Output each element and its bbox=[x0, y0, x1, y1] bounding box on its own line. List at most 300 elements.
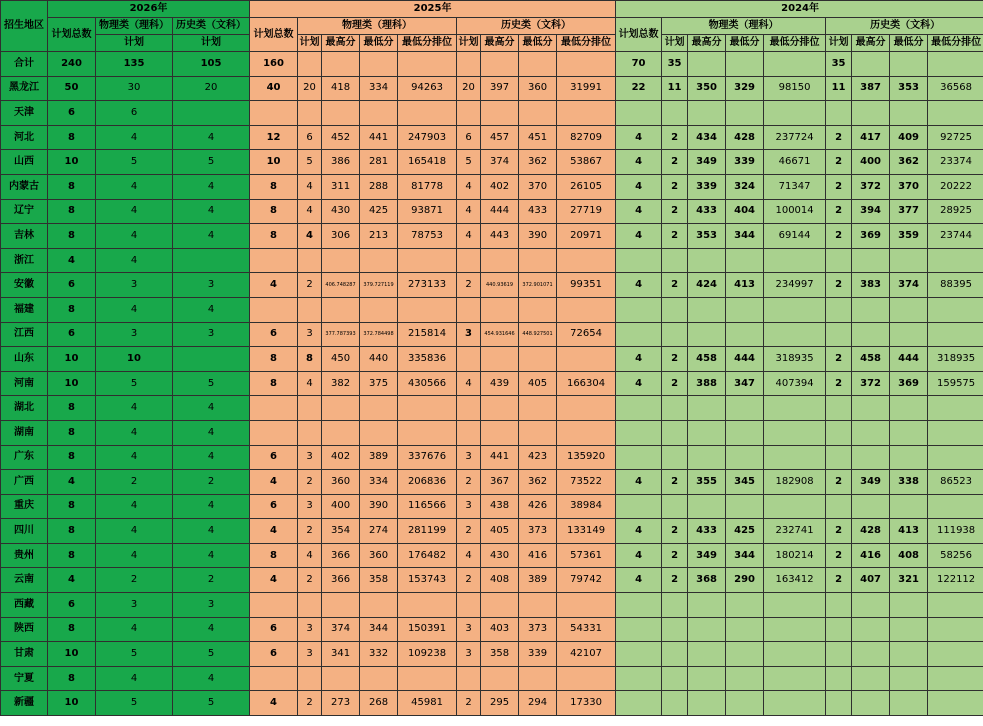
cell-2026-physics-plan: 4 bbox=[96, 396, 173, 421]
cell-2025-physics-rank bbox=[398, 593, 457, 618]
cell-2025-history-max: 367 bbox=[481, 470, 519, 495]
cell-2024-history-min bbox=[890, 101, 928, 126]
cell-2024-physics-plan: 35 bbox=[662, 52, 688, 77]
cell-2025-history-max: 444 bbox=[481, 199, 519, 224]
header-region: 招生地区 bbox=[1, 1, 48, 52]
cell-2024-physics-max bbox=[688, 691, 726, 716]
cell-2024-history-rank bbox=[928, 297, 983, 322]
cell-2026-plan-total: 8 bbox=[48, 494, 96, 519]
cell-2026-history-plan: 4 bbox=[173, 445, 250, 470]
cell-2026-physics-plan: 4 bbox=[96, 224, 173, 249]
cell-2024-physics-max bbox=[688, 297, 726, 322]
cell-2024-history-plan: 2 bbox=[826, 273, 852, 298]
cell-2024-history-min: 353 bbox=[890, 76, 928, 101]
cell-2026-plan-total: 8 bbox=[48, 199, 96, 224]
cell-2025-history-rank: 42107 bbox=[557, 642, 616, 667]
header-2026-history: 历史类（文科） bbox=[173, 18, 250, 35]
cell-2026-history-plan: 4 bbox=[173, 519, 250, 544]
cell-2024-physics-min bbox=[726, 322, 764, 347]
cell-2025-history-max bbox=[481, 396, 519, 421]
cell-2024-history-plan bbox=[826, 396, 852, 421]
header-row-fields bbox=[1, 35, 983, 52]
cell-2025-physics-rank: 281199 bbox=[398, 519, 457, 544]
cell-2024-plan-total: 4 bbox=[616, 125, 662, 150]
cell-2024-history-plan bbox=[826, 101, 852, 126]
table-row bbox=[1, 101, 983, 126]
cell-2024-history-min bbox=[890, 248, 928, 273]
cell-2024-history-max: 372 bbox=[852, 174, 890, 199]
cell-2024-physics-plan bbox=[662, 248, 688, 273]
cell-2024-history-plan bbox=[826, 494, 852, 519]
cell-2024-history-rank: 111938 bbox=[928, 519, 983, 544]
cell-2024-history-rank: 318935 bbox=[928, 347, 983, 372]
cell-region: 河北 bbox=[1, 125, 48, 150]
cell-2025-history-plan bbox=[457, 420, 481, 445]
cell-2026-history-plan: 5 bbox=[173, 371, 250, 396]
cell-2025-history-max bbox=[481, 297, 519, 322]
cell-2026-plan-total: 10 bbox=[48, 691, 96, 716]
cell-2024-plan-total: 4 bbox=[616, 519, 662, 544]
cell-2025-history-min: 416 bbox=[519, 543, 557, 568]
cell-2026-plan-total: 10 bbox=[48, 347, 96, 372]
cell-2025-physics-plan: 6 bbox=[298, 125, 322, 150]
cell-2025-plan-total: 8 bbox=[250, 543, 298, 568]
cell-2025-physics-min: 425 bbox=[360, 199, 398, 224]
cell-2026-plan-total: 6 bbox=[48, 101, 96, 126]
cell-2025-physics-plan: 2 bbox=[298, 691, 322, 716]
cell-2026-history-plan: 4 bbox=[173, 543, 250, 568]
cell-2026-physics-plan: 3 bbox=[96, 273, 173, 298]
cell-2025-physics-max: 406.748287 bbox=[322, 273, 360, 298]
table-row bbox=[1, 199, 983, 224]
table-row bbox=[1, 150, 983, 175]
cell-2025-history-min: 373 bbox=[519, 519, 557, 544]
cell-2025-history-plan: 2 bbox=[457, 273, 481, 298]
cell-region: 贵州 bbox=[1, 543, 48, 568]
cell-2024-history-plan: 2 bbox=[826, 519, 852, 544]
cell-2025-history-rank: 82709 bbox=[557, 125, 616, 150]
header-year-2025: 2025年 bbox=[250, 1, 616, 18]
header-2024-history-rank: 最低分排位 bbox=[928, 35, 983, 52]
cell-2024-history-max: 394 bbox=[852, 199, 890, 224]
cell-2024-history-rank: 122112 bbox=[928, 568, 983, 593]
cell-2024-history-plan: 11 bbox=[826, 76, 852, 101]
cell-2025-physics-rank bbox=[398, 248, 457, 273]
cell-region: 广西 bbox=[1, 470, 48, 495]
cell-2026-plan-total: 8 bbox=[48, 420, 96, 445]
header-2025-history: 历史类（文科） bbox=[457, 18, 616, 35]
header-2024-plan-total: 计划总数 bbox=[616, 18, 662, 52]
cell-2024-plan-total: 4 bbox=[616, 470, 662, 495]
table-row bbox=[1, 666, 983, 691]
cell-2025-physics-min bbox=[360, 666, 398, 691]
cell-2026-physics-plan: 4 bbox=[96, 125, 173, 150]
cell-region: 宁夏 bbox=[1, 666, 48, 691]
cell-2026-physics-plan: 5 bbox=[96, 150, 173, 175]
cell-2024-history-plan: 2 bbox=[826, 125, 852, 150]
cell-2024-history-max bbox=[852, 248, 890, 273]
cell-2025-history-min bbox=[519, 396, 557, 421]
cell-2024-history-rank: 20222 bbox=[928, 174, 983, 199]
cell-2024-history-plan bbox=[826, 248, 852, 273]
header-2025-history-plan: 计划 bbox=[457, 35, 481, 52]
cell-2024-history-rank bbox=[928, 101, 983, 126]
cell-2024-physics-max bbox=[688, 52, 726, 77]
cell-2025-physics-max: 374 bbox=[322, 617, 360, 642]
cell-2025-history-max bbox=[481, 593, 519, 618]
cell-2025-physics-max bbox=[322, 52, 360, 77]
cell-2024-physics-plan: 2 bbox=[662, 125, 688, 150]
cell-2025-physics-plan bbox=[298, 593, 322, 618]
cell-2025-plan-total: 8 bbox=[250, 371, 298, 396]
cell-2026-physics-plan: 5 bbox=[96, 371, 173, 396]
table-row bbox=[1, 519, 983, 544]
cell-2025-physics-min: 441 bbox=[360, 125, 398, 150]
cell-2024-physics-rank bbox=[764, 322, 826, 347]
cell-2024-history-min: 444 bbox=[890, 347, 928, 372]
cell-2024-physics-max: 368 bbox=[688, 568, 726, 593]
cell-2026-physics-plan: 4 bbox=[96, 519, 173, 544]
cell-2025-plan-total: 12 bbox=[250, 125, 298, 150]
cell-2025-history-max: 430 bbox=[481, 543, 519, 568]
header-2026-physics: 物理类（理科） bbox=[96, 18, 173, 35]
cell-2024-history-min: 338 bbox=[890, 470, 928, 495]
cell-2024-physics-max: 433 bbox=[688, 519, 726, 544]
cell-2024-physics-rank bbox=[764, 52, 826, 77]
cell-2024-history-max bbox=[852, 445, 890, 470]
header-2026-physics-plan: 计划 bbox=[96, 35, 173, 52]
cell-2024-physics-rank: 71347 bbox=[764, 174, 826, 199]
table-row bbox=[1, 273, 983, 298]
cell-2025-history-max: 397 bbox=[481, 76, 519, 101]
cell-2025-history-rank: 135920 bbox=[557, 445, 616, 470]
cell-2024-history-min bbox=[890, 297, 928, 322]
cell-2025-physics-max: 354 bbox=[322, 519, 360, 544]
cell-2024-physics-min: 344 bbox=[726, 543, 764, 568]
cell-2024-history-max bbox=[852, 420, 890, 445]
cell-2026-physics-plan: 4 bbox=[96, 174, 173, 199]
cell-2025-physics-rank: 176482 bbox=[398, 543, 457, 568]
cell-2026-history-plan: 4 bbox=[173, 666, 250, 691]
cell-2026-physics-plan: 4 bbox=[96, 617, 173, 642]
cell-2025-history-plan: 3 bbox=[457, 642, 481, 667]
cell-2025-history-rank: 99351 bbox=[557, 273, 616, 298]
cell-2026-plan-total: 4 bbox=[48, 470, 96, 495]
cell-2024-physics-rank bbox=[764, 494, 826, 519]
cell-2025-history-plan: 4 bbox=[457, 371, 481, 396]
cell-2024-history-rank bbox=[928, 666, 983, 691]
cell-2025-physics-rank: 335836 bbox=[398, 347, 457, 372]
cell-2024-history-plan: 35 bbox=[826, 52, 852, 77]
cell-2025-history-plan bbox=[457, 297, 481, 322]
cell-2026-plan-total: 8 bbox=[48, 666, 96, 691]
cell-2025-plan-total bbox=[250, 420, 298, 445]
cell-2024-plan-total: 4 bbox=[616, 371, 662, 396]
cell-2025-plan-total bbox=[250, 666, 298, 691]
cell-2024-plan-total: 4 bbox=[616, 150, 662, 175]
cell-region: 内蒙古 bbox=[1, 174, 48, 199]
cell-2026-plan-total: 10 bbox=[48, 371, 96, 396]
cell-2025-physics-min bbox=[360, 396, 398, 421]
cell-2024-history-min bbox=[890, 617, 928, 642]
cell-2026-plan-total: 50 bbox=[48, 76, 96, 101]
cell-2024-physics-rank bbox=[764, 593, 826, 618]
cell-2025-history-min: 448.927501 bbox=[519, 322, 557, 347]
cell-2026-history-plan: 3 bbox=[173, 593, 250, 618]
cell-2024-physics-min: 404 bbox=[726, 199, 764, 224]
cell-2025-history-max: 402 bbox=[481, 174, 519, 199]
table-row bbox=[1, 248, 983, 273]
cell-2024-physics-rank: 180214 bbox=[764, 543, 826, 568]
cell-2026-physics-plan: 3 bbox=[96, 322, 173, 347]
cell-2024-physics-min bbox=[726, 297, 764, 322]
cell-2024-history-min bbox=[890, 691, 928, 716]
cell-2024-physics-min bbox=[726, 52, 764, 77]
cell-2025-physics-plan bbox=[298, 52, 322, 77]
cell-2025-history-plan bbox=[457, 101, 481, 126]
cell-2025-history-plan: 4 bbox=[457, 174, 481, 199]
cell-2024-physics-min bbox=[726, 691, 764, 716]
cell-2024-physics-rank: 232741 bbox=[764, 519, 826, 544]
cell-2024-history-min bbox=[890, 593, 928, 618]
cell-region: 西藏 bbox=[1, 593, 48, 618]
header-2025-plan-total: 计划总数 bbox=[250, 18, 298, 52]
cell-2025-history-min: 451 bbox=[519, 125, 557, 150]
cell-2024-history-min: 369 bbox=[890, 371, 928, 396]
cell-region: 陕西 bbox=[1, 617, 48, 642]
cell-2025-physics-rank: 430566 bbox=[398, 371, 457, 396]
cell-2024-history-rank bbox=[928, 642, 983, 667]
cell-2024-physics-min: 428 bbox=[726, 125, 764, 150]
header-2025-physics-rank: 最低分排位 bbox=[398, 35, 457, 52]
cell-2024-plan-total: 22 bbox=[616, 76, 662, 101]
cell-2024-history-rank: 28925 bbox=[928, 199, 983, 224]
cell-2024-plan-total bbox=[616, 297, 662, 322]
cell-2025-history-max: 295 bbox=[481, 691, 519, 716]
cell-2026-plan-total: 8 bbox=[48, 396, 96, 421]
cell-2024-physics-max bbox=[688, 101, 726, 126]
table-row bbox=[1, 420, 983, 445]
cell-2025-history-min: 433 bbox=[519, 199, 557, 224]
cell-2024-history-rank: 88395 bbox=[928, 273, 983, 298]
cell-2026-physics-plan: 4 bbox=[96, 248, 173, 273]
cell-2025-physics-max: 366 bbox=[322, 568, 360, 593]
cell-2024-physics-plan bbox=[662, 420, 688, 445]
table-row bbox=[1, 52, 983, 77]
cell-region: 江西 bbox=[1, 322, 48, 347]
cell-2026-history-plan: 3 bbox=[173, 273, 250, 298]
cell-2024-plan-total bbox=[616, 101, 662, 126]
cell-2025-history-plan bbox=[457, 593, 481, 618]
cell-2025-history-rank bbox=[557, 52, 616, 77]
cell-2024-physics-plan bbox=[662, 101, 688, 126]
cell-2025-plan-total bbox=[250, 297, 298, 322]
cell-2026-physics-plan: 2 bbox=[96, 568, 173, 593]
cell-2024-history-max: 387 bbox=[852, 76, 890, 101]
cell-2024-plan-total: 4 bbox=[616, 174, 662, 199]
cell-2025-plan-total: 6 bbox=[250, 494, 298, 519]
cell-2024-history-plan bbox=[826, 445, 852, 470]
cell-2025-history-max: 405 bbox=[481, 519, 519, 544]
table-row bbox=[1, 224, 983, 249]
cell-2025-physics-max: 400 bbox=[322, 494, 360, 519]
cell-2025-history-plan: 4 bbox=[457, 224, 481, 249]
cell-2025-physics-min: 332 bbox=[360, 642, 398, 667]
cell-2024-plan-total: 4 bbox=[616, 224, 662, 249]
cell-2024-physics-plan bbox=[662, 297, 688, 322]
cell-2025-history-max bbox=[481, 420, 519, 445]
cell-2025-history-min bbox=[519, 52, 557, 77]
cell-2026-history-plan: 105 bbox=[173, 52, 250, 77]
cell-2026-plan-total: 6 bbox=[48, 273, 96, 298]
cell-2024-history-rank bbox=[928, 420, 983, 445]
cell-2024-physics-min bbox=[726, 494, 764, 519]
cell-2024-physics-min: 347 bbox=[726, 371, 764, 396]
header-2025-physics-max: 最高分 bbox=[322, 35, 360, 52]
cell-2026-plan-total: 8 bbox=[48, 224, 96, 249]
cell-2025-history-rank: 73522 bbox=[557, 470, 616, 495]
header-2024-physics: 物理类（理科） bbox=[662, 18, 826, 35]
cell-2026-plan-total: 10 bbox=[48, 150, 96, 175]
cell-2025-plan-total: 4 bbox=[250, 568, 298, 593]
cell-2025-physics-plan: 3 bbox=[298, 642, 322, 667]
cell-2024-history-rank bbox=[928, 691, 983, 716]
cell-2025-physics-max: 360 bbox=[322, 470, 360, 495]
cell-2024-physics-min: 344 bbox=[726, 224, 764, 249]
cell-2024-physics-rank bbox=[764, 666, 826, 691]
cell-region: 甘肃 bbox=[1, 642, 48, 667]
cell-2025-physics-plan: 8 bbox=[298, 347, 322, 372]
header-2024-physics-max: 最高分 bbox=[688, 35, 726, 52]
cell-2024-physics-plan bbox=[662, 322, 688, 347]
cell-2026-history-plan: 5 bbox=[173, 150, 250, 175]
header-2024-history-max: 最高分 bbox=[852, 35, 890, 52]
cell-2024-physics-max bbox=[688, 642, 726, 667]
cell-2025-physics-plan: 4 bbox=[298, 371, 322, 396]
cell-2024-physics-min bbox=[726, 420, 764, 445]
table-row bbox=[1, 76, 983, 101]
cell-2026-physics-plan: 4 bbox=[96, 199, 173, 224]
cell-2024-physics-max bbox=[688, 445, 726, 470]
cell-2025-physics-min: 389 bbox=[360, 445, 398, 470]
cell-2025-physics-min: 213 bbox=[360, 224, 398, 249]
cell-2025-history-rank: 72654 bbox=[557, 322, 616, 347]
cell-2025-history-max: 443 bbox=[481, 224, 519, 249]
cell-2024-history-max bbox=[852, 617, 890, 642]
table-row bbox=[1, 691, 983, 716]
cell-2026-history-plan: 20 bbox=[173, 76, 250, 101]
cell-2024-history-max: 383 bbox=[852, 273, 890, 298]
cell-2024-history-max bbox=[852, 52, 890, 77]
cell-2024-physics-plan bbox=[662, 593, 688, 618]
cell-2025-history-plan: 3 bbox=[457, 617, 481, 642]
cell-2025-physics-rank: 153743 bbox=[398, 568, 457, 593]
cell-2025-physics-plan: 4 bbox=[298, 199, 322, 224]
cell-2025-plan-total: 8 bbox=[250, 347, 298, 372]
cell-2024-physics-max: 339 bbox=[688, 174, 726, 199]
cell-2024-plan-total bbox=[616, 445, 662, 470]
cell-2024-plan-total: 4 bbox=[616, 543, 662, 568]
cell-region: 河南 bbox=[1, 371, 48, 396]
cell-2024-history-min: 413 bbox=[890, 519, 928, 544]
cell-2026-history-plan bbox=[173, 101, 250, 126]
cell-2025-physics-max bbox=[322, 593, 360, 618]
cell-2025-physics-min: 375 bbox=[360, 371, 398, 396]
cell-2024-history-rank: 23374 bbox=[928, 150, 983, 175]
cell-2025-physics-min: 281 bbox=[360, 150, 398, 175]
cell-2025-history-rank: 57361 bbox=[557, 543, 616, 568]
cell-2025-physics-min: 334 bbox=[360, 76, 398, 101]
cell-2025-physics-rank: 81778 bbox=[398, 174, 457, 199]
cell-2024-physics-min bbox=[726, 666, 764, 691]
cell-2026-history-plan: 4 bbox=[173, 396, 250, 421]
cell-2025-history-rank: 31991 bbox=[557, 76, 616, 101]
cell-region: 安徽 bbox=[1, 273, 48, 298]
cell-2025-physics-plan bbox=[298, 101, 322, 126]
cell-2025-physics-rank: 273133 bbox=[398, 273, 457, 298]
cell-2024-history-min: 321 bbox=[890, 568, 928, 593]
cell-2026-plan-total: 8 bbox=[48, 445, 96, 470]
cell-2025-physics-min: 379.727119 bbox=[360, 273, 398, 298]
cell-2024-plan-total bbox=[616, 494, 662, 519]
cell-2025-history-rank bbox=[557, 593, 616, 618]
cell-region: 湖南 bbox=[1, 420, 48, 445]
cell-2026-history-plan: 4 bbox=[173, 224, 250, 249]
cell-2024-plan-total bbox=[616, 248, 662, 273]
cell-2026-physics-plan: 30 bbox=[96, 76, 173, 101]
cell-2025-history-min bbox=[519, 593, 557, 618]
cell-2024-plan-total bbox=[616, 420, 662, 445]
table-row bbox=[1, 174, 983, 199]
cell-2025-physics-plan: 3 bbox=[298, 617, 322, 642]
cell-2025-history-rank bbox=[557, 297, 616, 322]
cell-2026-physics-plan: 10 bbox=[96, 347, 173, 372]
cell-2025-physics-max: 452 bbox=[322, 125, 360, 150]
cell-2025-physics-plan bbox=[298, 248, 322, 273]
cell-2024-history-max: 400 bbox=[852, 150, 890, 175]
cell-2025-physics-min bbox=[360, 593, 398, 618]
cell-2025-history-plan: 3 bbox=[457, 445, 481, 470]
cell-2024-physics-max: 434 bbox=[688, 125, 726, 150]
cell-2026-history-plan: 5 bbox=[173, 691, 250, 716]
cell-2025-history-rank: 133149 bbox=[557, 519, 616, 544]
cell-2026-history-plan: 4 bbox=[173, 617, 250, 642]
cell-2024-history-min bbox=[890, 445, 928, 470]
cell-2024-history-rank bbox=[928, 445, 983, 470]
cell-2025-physics-plan: 20 bbox=[298, 76, 322, 101]
cell-2024-physics-max: 355 bbox=[688, 470, 726, 495]
cell-2024-physics-min: 425 bbox=[726, 519, 764, 544]
cell-2025-physics-max: 402 bbox=[322, 445, 360, 470]
cell-2025-history-plan: 5 bbox=[457, 150, 481, 175]
cell-2024-physics-plan: 2 bbox=[662, 568, 688, 593]
cell-2025-physics-min: 358 bbox=[360, 568, 398, 593]
cell-2026-physics-plan: 4 bbox=[96, 543, 173, 568]
cell-2025-plan-total bbox=[250, 396, 298, 421]
cell-2024-history-rank bbox=[928, 248, 983, 273]
cell-2025-history-rank bbox=[557, 666, 616, 691]
cell-2025-physics-plan: 4 bbox=[298, 174, 322, 199]
cell-2025-plan-total bbox=[250, 101, 298, 126]
cell-2025-history-plan: 2 bbox=[457, 519, 481, 544]
cell-2025-physics-max: 430 bbox=[322, 199, 360, 224]
cell-2026-plan-total: 8 bbox=[48, 174, 96, 199]
cell-2025-physics-plan: 2 bbox=[298, 273, 322, 298]
cell-2024-history-rank bbox=[928, 322, 983, 347]
cell-2024-history-max bbox=[852, 494, 890, 519]
cell-2025-plan-total: 40 bbox=[250, 76, 298, 101]
header-2024-physics-min: 最低分 bbox=[726, 35, 764, 52]
